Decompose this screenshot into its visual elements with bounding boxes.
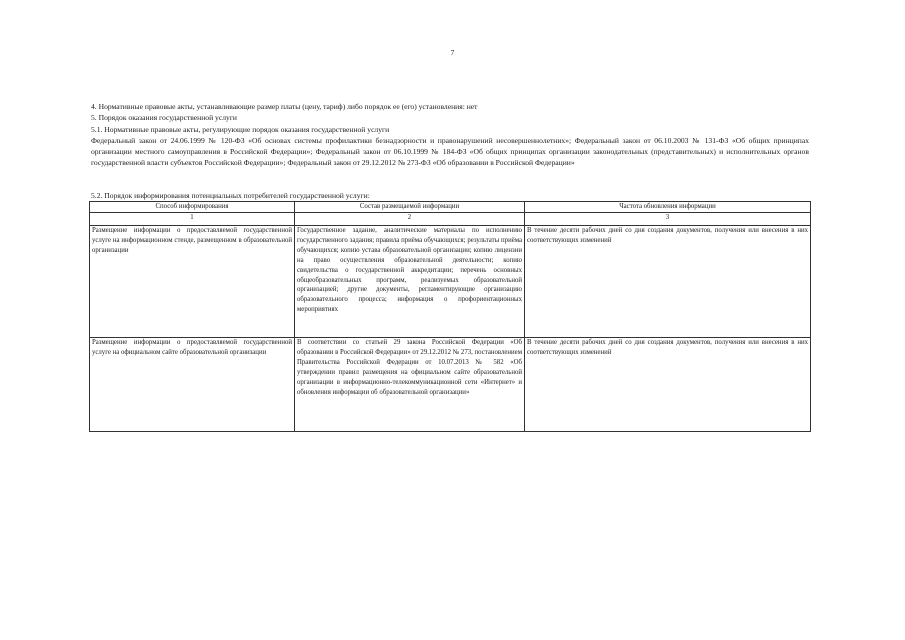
information-table xyxy=(89,201,811,432)
row-2-frequency: В течение десяти рабочих дней со дня создания документов, получения или внесения в них соответствующих изменений xyxy=(525,338,811,432)
row-2-content: В соответствии со статьей 29 закона Российской Федерации «Об образовании в Российской Федерации» от 29.12.2012 № 273, постановлением Правительства Российской Федерации от 10.07.2013 № 582 «Об утверждении правил размещения на официальном сайте образовательной организации в информационно-телекоммуникационной сети «Интернет» и обновления информации об образовательной организации» xyxy=(295,338,525,432)
row-1-content: Государственное задание, аналитические материалы по исполнению государственного задания; правила приёма обучающихся; результаты приёма обучающихся; копию устава образовательной организации; копию лицензии на право осуществления образовательной деятельности; копию свидетельства о государственной аккредитации; перечень основных общеобразовательных программ, реализуемых образовательной организацией; другие документы, регламентирующие организацию образовательного процесса; информация о профориентационных мероприятиях xyxy=(295,226,525,338)
section-5-heading xyxy=(91,112,809,123)
section-5-2-text: 5.2. Порядок информирования потенциальных потребителей государственной услуги: xyxy=(91,191,370,200)
table-number-row xyxy=(90,213,811,226)
legal-acts-text: Федеральный закон от 24.06.1999 № 120-ФЗ «Об основах системы профилактики безнадзорности и правонарушений несовершеннолетних»; Федеральный закон от 06.10.2003 № 131-ФЗ «Об общих принципах организации местного самоуправления в Российской Федерации»; Федеральный закон от 06.10.1999 № 184-ФЗ «Об общих принципах организации законодательных (представительных) и исполнительных органов государственной власти субъектов Российской Федерации»; Федеральный закон от 29.12.2012 № 273-ФЗ «Об образовании в Российской Федерации» xyxy=(91,136,809,168)
row-1-method: Размещение информации о предоставляемой государственной услуге на информационном стенде, размещенном в образовательной организации xyxy=(90,226,295,338)
section-4-text: 4. Нормативные правовые акты, устанавливающие размер платы (цену, тариф) либо порядок ее (его) установления: нет xyxy=(91,102,478,111)
header-method: Способ информирования xyxy=(90,202,295,213)
section-5-2-heading xyxy=(91,190,809,201)
section-5-1-text: 5.1. Нормативные правовые акты, регулирующие порядок оказания государственной услуги xyxy=(91,125,390,134)
table-row xyxy=(90,226,811,338)
column-number-2: 2 xyxy=(295,213,525,226)
table-header-row xyxy=(90,202,811,213)
section-5-1-heading xyxy=(91,124,809,135)
legal-acts-paragraph xyxy=(91,135,809,169)
header-content: Состав размещаемой информации xyxy=(295,202,525,213)
row-2-method: Размещение информации о предоставляемой государственной услуге на официальном сайте образовательной организации xyxy=(90,338,295,432)
header-frequency: Частота обновления информации xyxy=(525,202,811,213)
section-4-tariff-acts xyxy=(91,101,809,112)
section-5-text: 5. Порядок оказания государственной услуги xyxy=(91,113,237,122)
column-number-3: 3 xyxy=(525,213,811,226)
table-row xyxy=(90,338,811,432)
column-number-1: 1 xyxy=(90,213,295,226)
row-1-frequency: В течение десяти рабочих дней со дня создания документов, получения или внесения в них соответствующих изменений xyxy=(525,226,811,338)
page-number: 7 xyxy=(450,48,455,57)
